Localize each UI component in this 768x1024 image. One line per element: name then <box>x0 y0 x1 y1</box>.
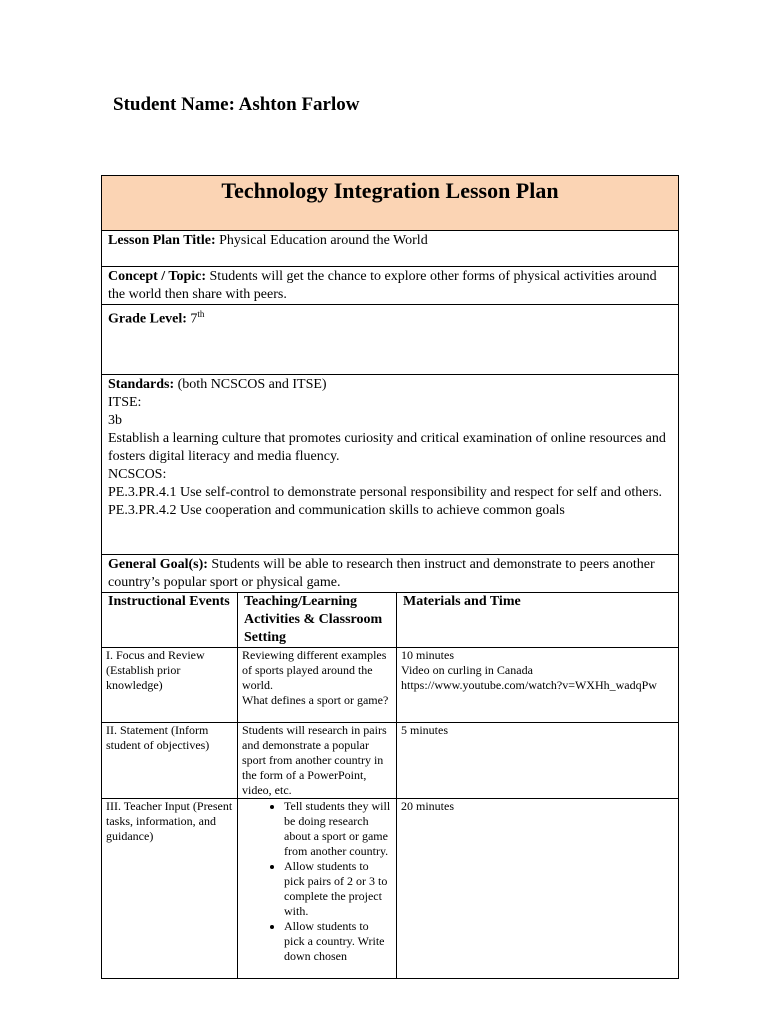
itse-text: Establish a learning culture that promotes curiosity and critical examination of online resources and fosters digital literacy and media fluency. <box>108 431 666 464</box>
standards-note: (both NCSCOS and ITSE) <box>177 377 327 392</box>
activity-statement: Students will research in pairs and demonstrate a popular sport from another country in the form of a PowerPoint, video, etc. <box>238 723 397 799</box>
lesson-plan-title: Technology Integration Lesson Plan <box>221 178 559 203</box>
ncscos-label: NCSCOS: <box>108 467 167 482</box>
event-teacher-input: III. Teacher Input (Present tasks, information, and guidance) <box>102 799 238 979</box>
column-header-events: Instructional Events <box>102 593 238 648</box>
activity-focus-review-question: What defines a sport or game? <box>242 693 389 707</box>
lesson-title-row <box>102 231 679 267</box>
list-item: • Allow students to pick pairs of 2 or 3 to complete the project with. <box>284 859 392 919</box>
student-name-line <box>113 93 360 117</box>
table-row <box>102 723 679 799</box>
time-teacher-input: 20 minutes <box>397 799 679 979</box>
goals-label: General Goal(s): <box>108 557 208 572</box>
activity-focus-review <box>238 648 397 723</box>
student-name-label: Student Name: <box>113 94 235 115</box>
grade-value: 7 <box>190 311 198 327</box>
ncscos-text: PE.3.PR.4.1 Use self-control to demonstrate personal responsibility and respect for self and others. PE.3.PR.4.2 Use cooperation and communication skills to achieve common goals <box>108 485 663 518</box>
concept-label: Concept / Topic: <box>108 269 207 284</box>
itse-code: 3b <box>108 413 122 428</box>
goals-row <box>102 555 679 593</box>
table-row <box>102 799 679 979</box>
list-item: • Tell students they will be doing research about a sport or game from another country. <box>284 799 392 859</box>
lesson-plan-header <box>102 176 679 231</box>
teacher-task-list <box>238 799 392 964</box>
itse-label: ITSE: <box>108 395 142 410</box>
concept-value: Students will get the chance to explore other forms of physical activities around the world then share with peers. <box>108 269 657 302</box>
event-focus-review: I. Focus and Review (Establish prior knowledge) <box>102 648 238 723</box>
goals-value: Students will be able to research then instruct and demonstrate to peers another country’s popular sport or physical game. <box>108 557 655 590</box>
time-statement: 5 minutes <box>397 723 679 799</box>
grade-label: Grade Level: <box>108 311 187 327</box>
standards-label: Standards: <box>108 377 175 392</box>
standards-row <box>102 375 679 555</box>
materials-focus-review <box>397 648 679 723</box>
list-item: • Allow students to pick a country. Write down chosen <box>284 919 392 964</box>
concept-row <box>102 267 679 305</box>
lesson-title-label: Lesson Plan Title: <box>108 233 216 248</box>
time-focus-review: 10 minutes <box>401 648 454 662</box>
grade-suffix: th <box>197 309 205 319</box>
column-header-materials: Materials and Time <box>397 593 679 648</box>
material-focus-review: Video on curling in Canada <box>401 663 533 677</box>
column-header-activities: Teaching/Learning Activities & Classroom Setting <box>238 593 397 648</box>
lesson-title-value: Physical Education around the World <box>219 233 428 248</box>
column-header-row <box>102 593 679 648</box>
grade-row <box>102 305 679 375</box>
activity-teacher-input <box>238 799 397 979</box>
student-name-value: Ashton Farlow <box>238 94 360 115</box>
event-statement: II. Statement (Inform student of objectives) <box>102 723 238 799</box>
table-row <box>102 648 679 723</box>
lesson-plan-table <box>101 175 679 979</box>
video-link[interactable]: https://www.youtube.com/watch?v=WXHh_wadqPw <box>401 678 657 692</box>
activity-focus-review-text: Reviewing different examples of sports played around the world. <box>242 648 387 692</box>
